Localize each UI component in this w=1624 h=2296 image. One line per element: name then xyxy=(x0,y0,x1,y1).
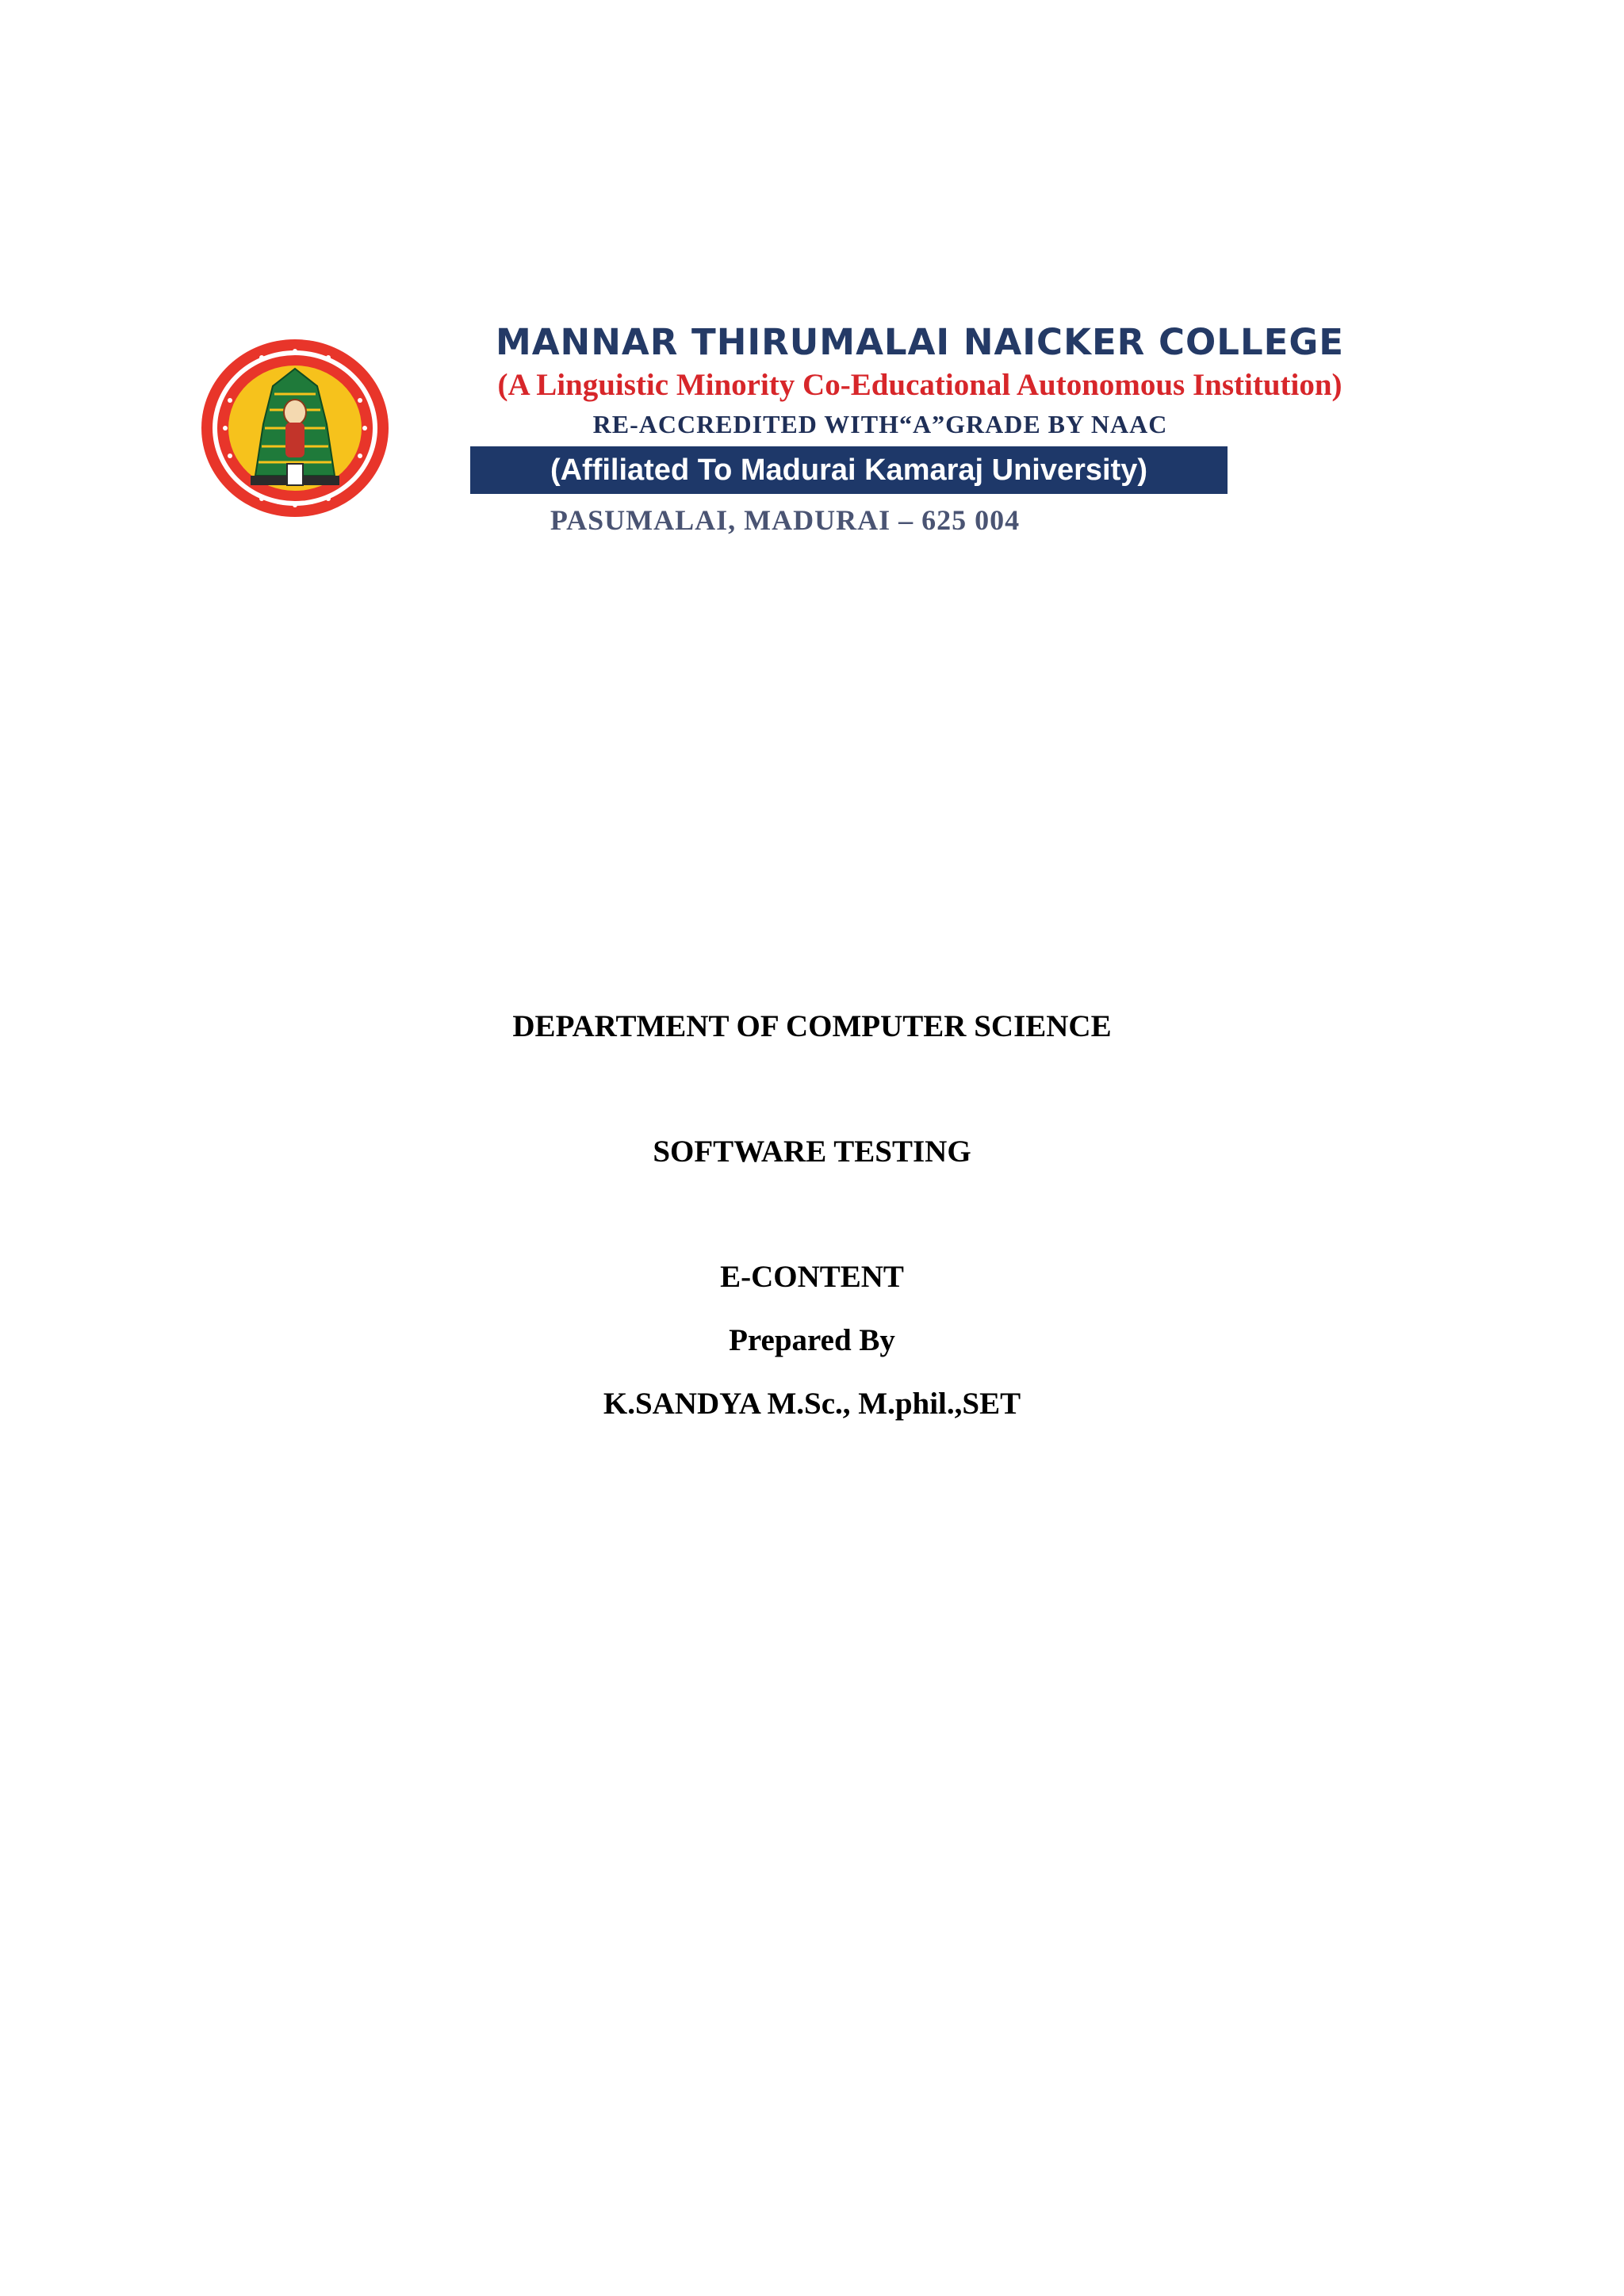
college-header xyxy=(198,321,1435,551)
college-subtitle: (A Linguistic Minority Co-Educational Autonomous Institution) xyxy=(497,368,1342,402)
college-name: MANNAR THIRUMALAI NAICKER COLLEGE xyxy=(495,321,1345,363)
content-type-label: E-CONTENT xyxy=(720,1260,904,1294)
author-name: K.SANDYA M.Sc., M.phil.,SET xyxy=(603,1387,1021,1421)
subject-title: SOFTWARE TESTING xyxy=(653,1135,971,1169)
accreditation-text: RE-ACCREDITED WITH“A”GRADE BY NAAC xyxy=(592,410,1168,438)
department-title: DEPARTMENT OF COMPUTER SCIENCE xyxy=(512,1009,1112,1043)
college-emblem-icon xyxy=(198,337,393,519)
affiliation-banner: (Affiliated To Madurai Kamaraj University) xyxy=(470,446,1228,494)
college-address: PASUMALAI, MADURAI – 625 004 xyxy=(550,504,1021,536)
prepared-by-label: Prepared By xyxy=(729,1323,895,1357)
